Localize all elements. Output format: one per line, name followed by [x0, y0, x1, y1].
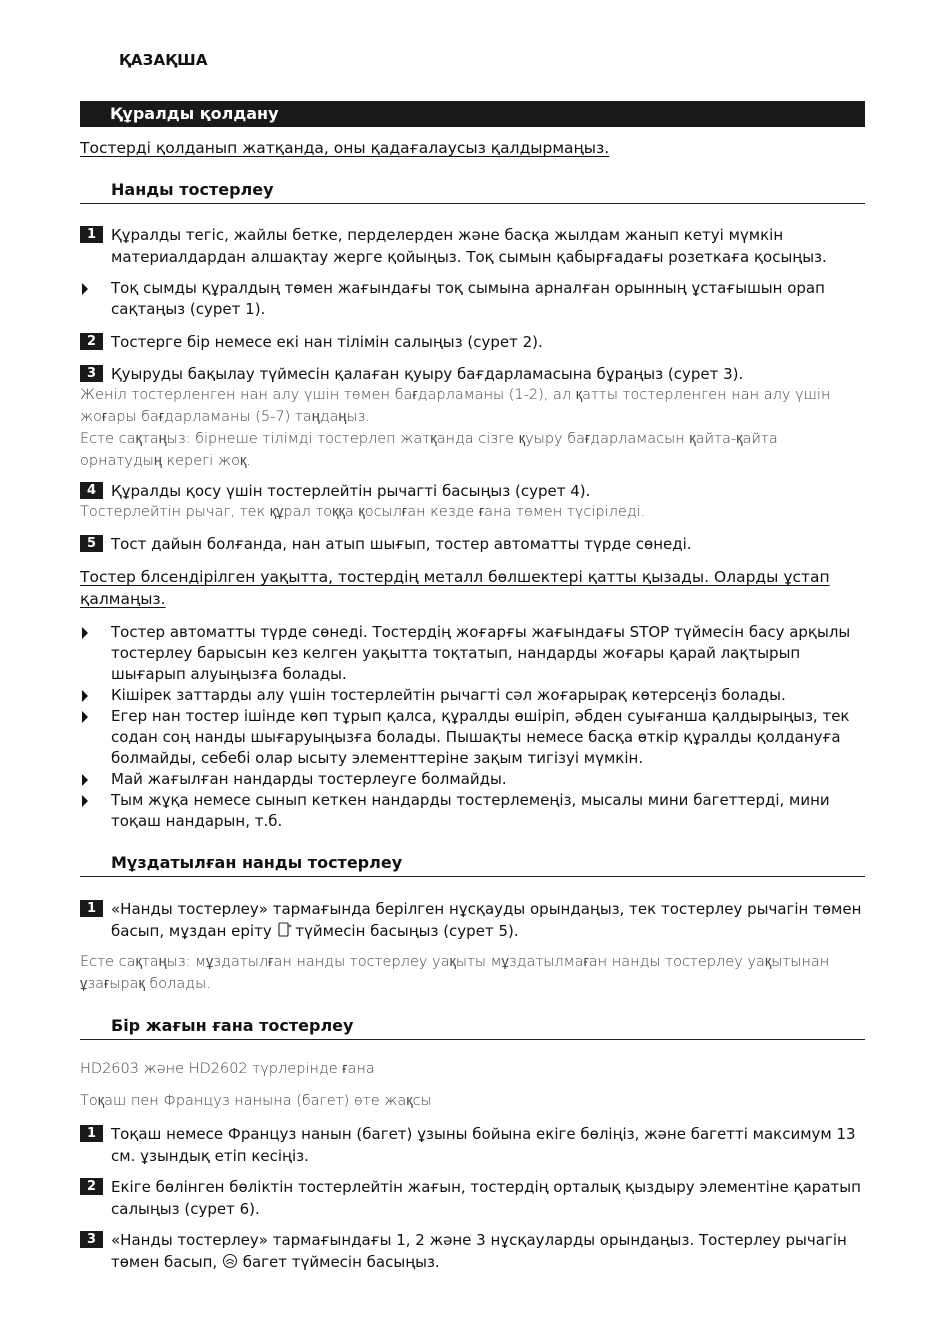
step-text: Тост дайын болғанда, нан атып шығып, тостер автоматты түрде сөнеді.	[111, 535, 692, 553]
bullet-text: Кішірек заттарды алу үшін тостерлейтін рычагті сәл жоғарырақ көтерсеңіз болады.	[111, 686, 786, 704]
section-title-one-side: Бір жағын ғана тостерлеу	[111, 1016, 354, 1035]
warning-top: Тостерді қолданып жатқанда, оны қадағалаусыз қалдырмаңыз.	[80, 139, 610, 157]
note-reminder: Есте сақтаңыз: бірнеше тілімді тостерлеп жатқанда сізге қуыру бағдарламасын қайта-қайта орнатудың керегі жоқ.	[80, 431, 778, 469]
step-4	[80, 480, 865, 502]
bullet-text: Тым жұқа немесе сынып кеткен нандарды тостерлемеңіз, мысалы мини багеттерді, мини тоқаш нандарын, т.б.	[111, 791, 830, 830]
note-frozen-time: Есте сақтаңыз: мұздатылған нанды тостерлеу уақыты мұздатылмаған нанды тостерлеу уақытынан ұзағырақ болады.	[80, 954, 830, 992]
step-text: Тоқаш немесе Француз нанын (багет) ұзыны бойына екіге бөліңіз, және багетті максимум 13 см. ұзындық етіп кесіңіз.	[111, 1125, 856, 1165]
step-number: 5	[80, 535, 103, 552]
defrost-icon	[277, 922, 291, 938]
step-2-one-side	[80, 1176, 865, 1220]
models-note: HD2603 және HD2602 түрлерінде ғана	[80, 1061, 375, 1077]
warning-hot-parts: Тостер блсендірілген уақытта, тостердің металл бөлшектері қатты қызады. Оларды ұстап қалмаңыз.	[80, 568, 830, 608]
bullet-item	[80, 706, 865, 769]
bullet-item	[80, 769, 865, 790]
step-text: Қуыруды бақылау түймесін қалаған қуыру бағдарламасына бұраңыз (сурет 3).	[111, 365, 744, 383]
step-number: 3	[80, 365, 103, 382]
bullet-icon	[82, 774, 88, 786]
note-lever: Тостерлейтін рычаг, тек құрал тоққа қосылған кезде ғана төмен түсіріледі.	[80, 504, 646, 520]
bullet-icon	[82, 627, 88, 639]
step-5	[80, 533, 865, 555]
banner-title: Құралды қолдану	[110, 104, 279, 123]
step-number: 1	[80, 900, 103, 917]
step-text-cont: багет түймесін басыңыз.	[242, 1253, 440, 1271]
step-number: 2	[80, 1178, 103, 1195]
step-text: Құралды қосу үшін тостерлейтін рычагті басыңыз (сурет 4).	[111, 482, 591, 500]
step-number: 3	[80, 1231, 103, 1248]
bullet-text: Тостер автоматты түрде сөнеді. Тостердің жоғарғы жағындағы STOP түймесін басу арқылы тостерлеу барысын кез келген уақытта тоқтатып, нандарды жоғары қарай лақтырып шығарып алуыңызға болады.	[111, 623, 851, 683]
bullet-icon	[82, 283, 88, 295]
step-number: 1	[80, 1125, 103, 1142]
language-label: ҚАЗАҚША	[119, 51, 208, 69]
bullet-icon	[82, 711, 88, 723]
divider	[80, 1039, 865, 1040]
step-number: 2	[80, 333, 103, 350]
section-title-toasting: Нанды тостерлеу	[111, 180, 274, 199]
step-1	[80, 224, 865, 268]
step-text: Тостерге бір немесе екі нан тілімін салыңыз (сурет 2).	[111, 333, 543, 351]
step-number: 1	[80, 226, 103, 243]
step-2	[80, 331, 865, 353]
bullet-text: Егер нан тостер ішінде көп тұрып қалса, құралды өшіріп, әбден суығанша қалдырыңыз, тек содан соң нанды шығаруыңызға болады. Пышақты немесе басқа өткір құралды қолдануға болмайды, себебі олар ысыту элементтеріне зақым тигізуі мүмкін.	[111, 707, 850, 767]
step-1-one-side	[80, 1123, 865, 1167]
svg-text:*: *	[287, 923, 292, 932]
divider	[80, 203, 865, 204]
step-1-frozen	[80, 898, 865, 942]
section-banner	[80, 101, 865, 127]
bullet-text: Тоқ сымды құралдың төмен жағындағы тоқ сымына арналған орынның ұстағышын орап сақтаңыз (сурет 1).	[111, 279, 825, 318]
bullet-item	[80, 685, 865, 706]
note-browning: Женіл тостерленген нан алу үшін төмен бағдарламаны (1-2), ал қатты тостерленген нан алу үшін жоғары бағдарламаны (5-7) таңдаңыз.	[80, 387, 831, 425]
step-number: 4	[80, 482, 103, 499]
step-text-cont: түймесін басыңыз (сурет 5).	[295, 922, 519, 940]
best-for-note: Тоқаш пен Француз нанына (багет) өте жақсы	[80, 1093, 432, 1109]
step-3-one-side	[80, 1229, 865, 1273]
bullet-item	[80, 790, 865, 832]
step-3	[80, 363, 865, 385]
bun-icon	[222, 1253, 238, 1269]
step-text: Құралды тегіс, жайлы бетке, перделерден және басқа жылдам жанып кетуі мүмкін материалдардан алшақтау жерге қойыңыз. Тоқ сымын қабырғадағы розеткаға қосыңыз.	[111, 226, 827, 266]
bullet-text: Май жағылған нандарды тостерлеуге болмайды.	[111, 770, 507, 788]
step-text: «Нанды тостерлеу» тармағында берілген нұсқауды орындаңыз, тек тостерлеу рычагін төмен басып, мұздан еріту	[111, 900, 862, 940]
step-text: «Нанды тостерлеу» тармағындағы 1, 2 және 3 нұсқауларды орындаңыз. Тостерлеу рычагін төмен басып,	[111, 1231, 847, 1271]
divider	[80, 876, 865, 877]
step-text: Екіге бөлінген бөліктін тостерлейтін жағын, тостердің орталық қыздыру элементіне қаратып салыңыз (сурет 6).	[111, 1178, 861, 1218]
bullet-item	[80, 278, 865, 320]
bullet-item	[80, 622, 865, 685]
section-title-frozen: Мұздатылған нанды тостерлеу	[111, 853, 403, 872]
bullet-icon	[82, 795, 88, 807]
bullet-icon	[82, 690, 88, 702]
